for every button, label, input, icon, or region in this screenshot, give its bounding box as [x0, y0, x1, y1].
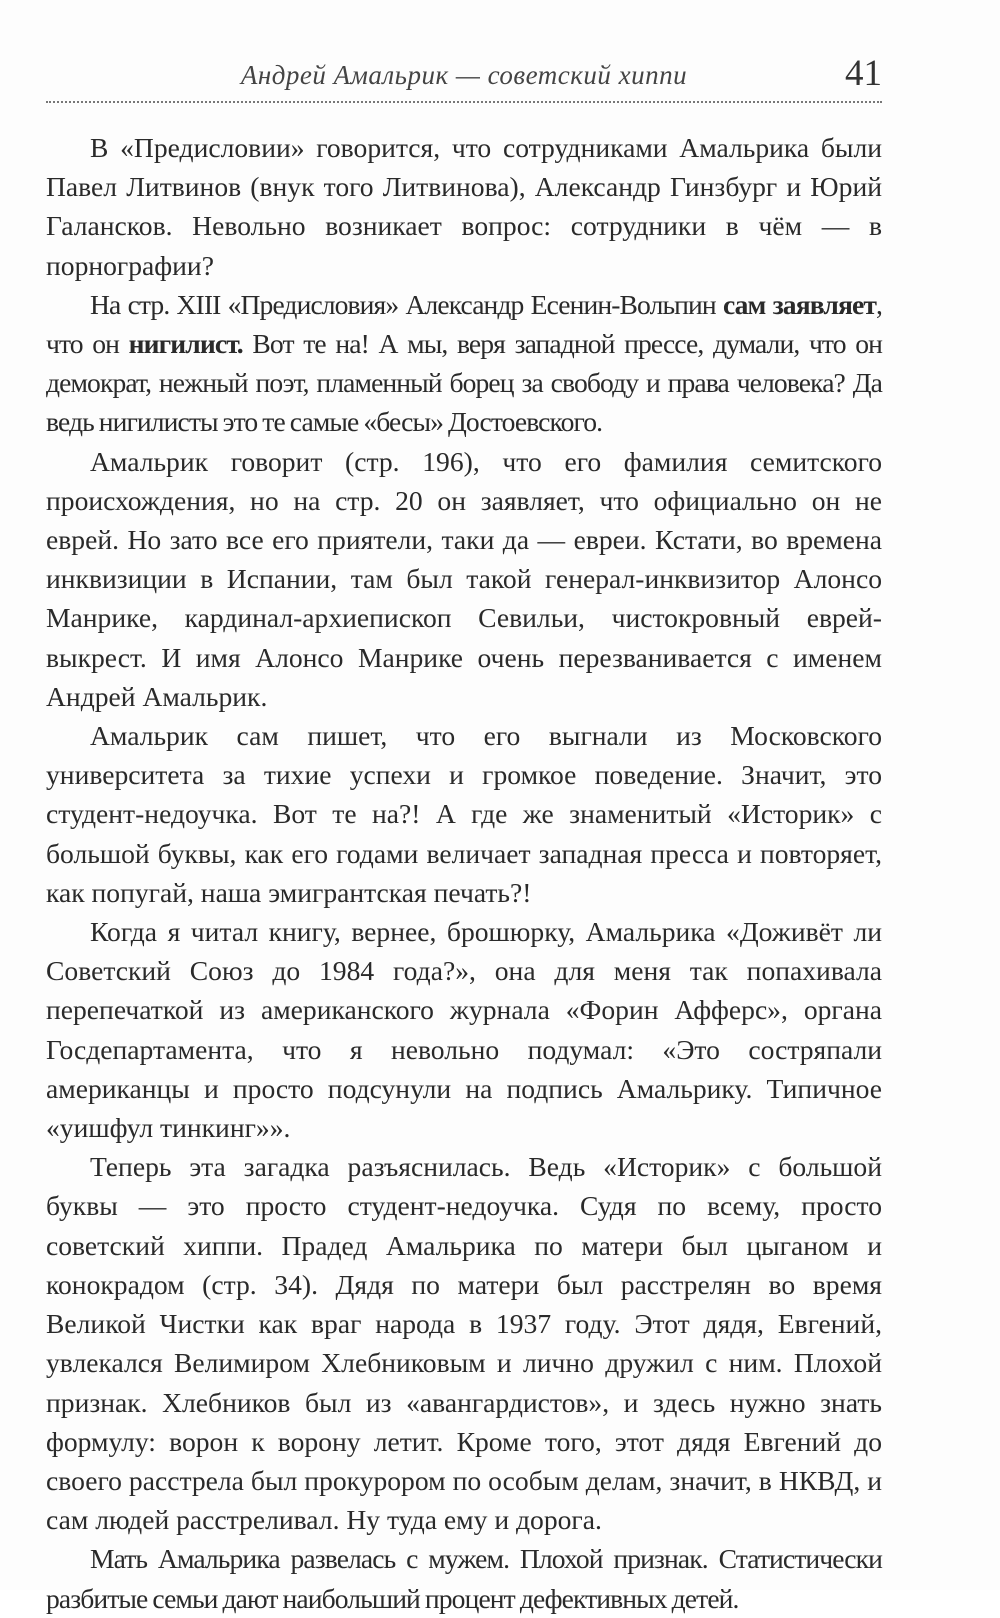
running-title: Андрей Амальрик — советский хиппи	[240, 60, 688, 90]
paragraph-3: Амальрик говорит (стр. 196), что его фамилия семитского происхождения, но на стр. 20 он заявляет, что официально он не еврей. Но зато все его приятели, таки да — евреи. Кстати, во времена инквизиции в Испании, там был такой генерал-инквизитор Алонсо Манрике, кардинал-архиепископ Севильи, чистокровный еврей-выкрест. И имя Алонсо Манрике очень перезванивается с именем Андрей Амальрик.	[46, 445, 882, 712]
paragraph-2-part-c: , что он	[46, 288, 882, 360]
running-head	[46, 52, 882, 102]
page-body	[46, 128, 882, 1618]
paragraph-5: Когда я читал книгу, вернее, брошюрку, Амальрика «Доживёт ли Советский Союз до 1984 года?», она для меня так попахивала перепечаткой из американского журнала «Форин Афферс», органа Госдепартамента, что я невольно подумал: «Это состряпали американцы и просто подсунули на подпись Амальрику. Типичное «уишфул тинкинг»».	[46, 916, 882, 1144]
paragraph-2-part-a: На стр. XIII «Предисловия» Александр Есенин-Вольпин	[90, 288, 723, 320]
paragraph-2-emphasis-nihilist: нигилист.	[128, 328, 243, 360]
paragraph-2-emphasis-self-declares: сам заявляет	[722, 288, 876, 320]
paragraph-2	[46, 285, 882, 442]
paragraph-1: В «Предисловии» говорится, что сотрудниками Амальрика были Павел Литвинов (внук того Литвинова), Александр Гинзбург и Юрий Галансков. Невольно возникает вопрос: сотрудники в чём — в порнографии?	[46, 132, 882, 281]
paragraph-7: Мать Амальрика развелась с мужем. Плохой признак. Статистически разбитые семьи дают наибольший процент дефективных детей.	[46, 1543, 882, 1614]
paragraph-4: Амальрик сам пишет, что его выгнали из Московского университета за тихие успехи и громкое поведение. Значит, это студент-недоучка. Вот те на?! А где же знаменитый «Историк» с большой буквы, как его годами величает западная пресса и повторяет, как попугай, наша эмигрантская печать?!	[46, 720, 882, 908]
page-number: 41	[845, 53, 882, 94]
paragraph-6: Теперь эта загадка разъяснилась. Ведь «Историк» с большой буквы — это просто студент-недоучка. Судя по всему, просто советский хиппи. Прадед Амальрика по матери был цыганом и конокрадом (стр. 34). Дядя по матери был расстрелян во время Великой Чистки как враг народа в 1937 году. Этот дядя, Евгений, увлекался Велимиром Хлебниковым и лично дружил с ним. Плохой признак. Хлебников был из «авангардистов», и здесь нужно знать формулу: ворон к ворону летит. Кроме того, этот дядя Евгений до своего расстрела был прокурором по особым делам, значит, в НКВД, и сам людей расстреливал. Ну туда ему и дорога.	[46, 1151, 882, 1536]
header-divider	[46, 101, 882, 103]
paragraph-2-part-e: Вот те на! А мы, веря западной прессе, думали, что он демократ, нежный поэт, пламенный борец за свободу и права человека? Да ведь нигилисты это те самые «бесы» Достоевского.	[46, 328, 882, 438]
